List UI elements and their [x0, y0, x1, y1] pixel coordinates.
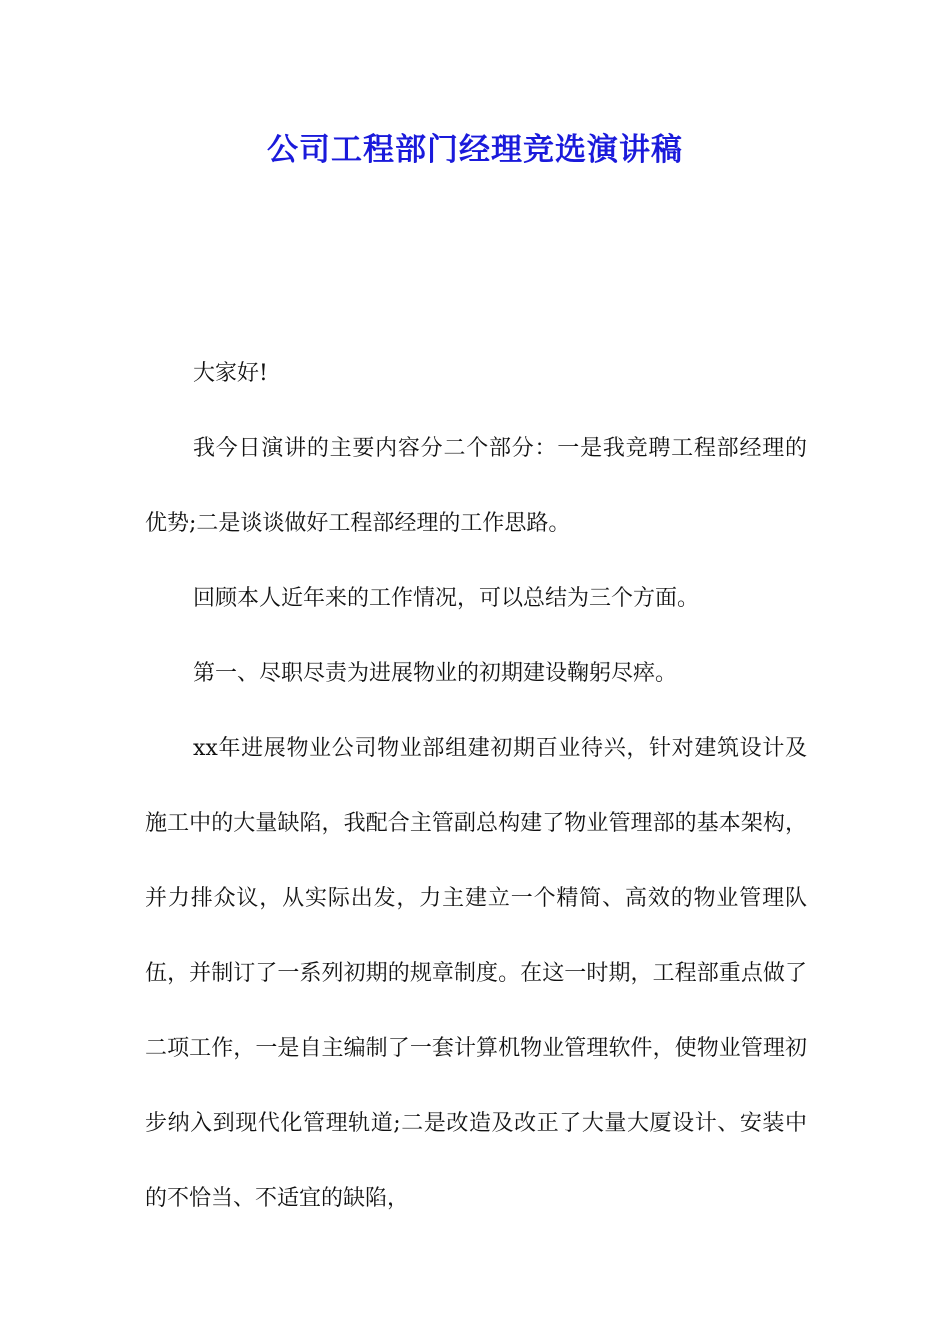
- page-title: 公司工程部门经理竞选演讲稿: [267, 132, 683, 168]
- paragraph-review: 回顾本人近年来的工作情况，可以总结为三个方面。: [193, 586, 700, 611]
- paragraph-greeting: 大家好!: [193, 361, 268, 386]
- paragraph-outline: 我今日演讲的主要内容分二个部分：一是我竞聘工程部经理的优势;二是谈谈做好工程部经理的工作思路。: [145, 436, 807, 536]
- paragraph-first-point: 第一、尽职尽责为进展物业的初期建设鞠躬尽瘁。: [193, 661, 678, 686]
- document-body: [145, 336, 807, 1236]
- paragraph-details: xx年进展物业公司物业部组建初期百业待兴，针对建筑设计及施工中的大量缺陷，我配合主管副总构建了物业管理部的基本架构，并力排众议，从实际出发，力主建立一个精简、高效的物业管理队伍，并制订了一系列初期的规章制度。在这一时期，工程部重点做了二项工作，一是自主编制了一套计算机物业管理软件，使物业管理初步纳入到现代化管理轨道;二是改造及改正了大量大厦设计、安装中的不恰当、不适宜的缺陷，: [145, 736, 807, 1211]
